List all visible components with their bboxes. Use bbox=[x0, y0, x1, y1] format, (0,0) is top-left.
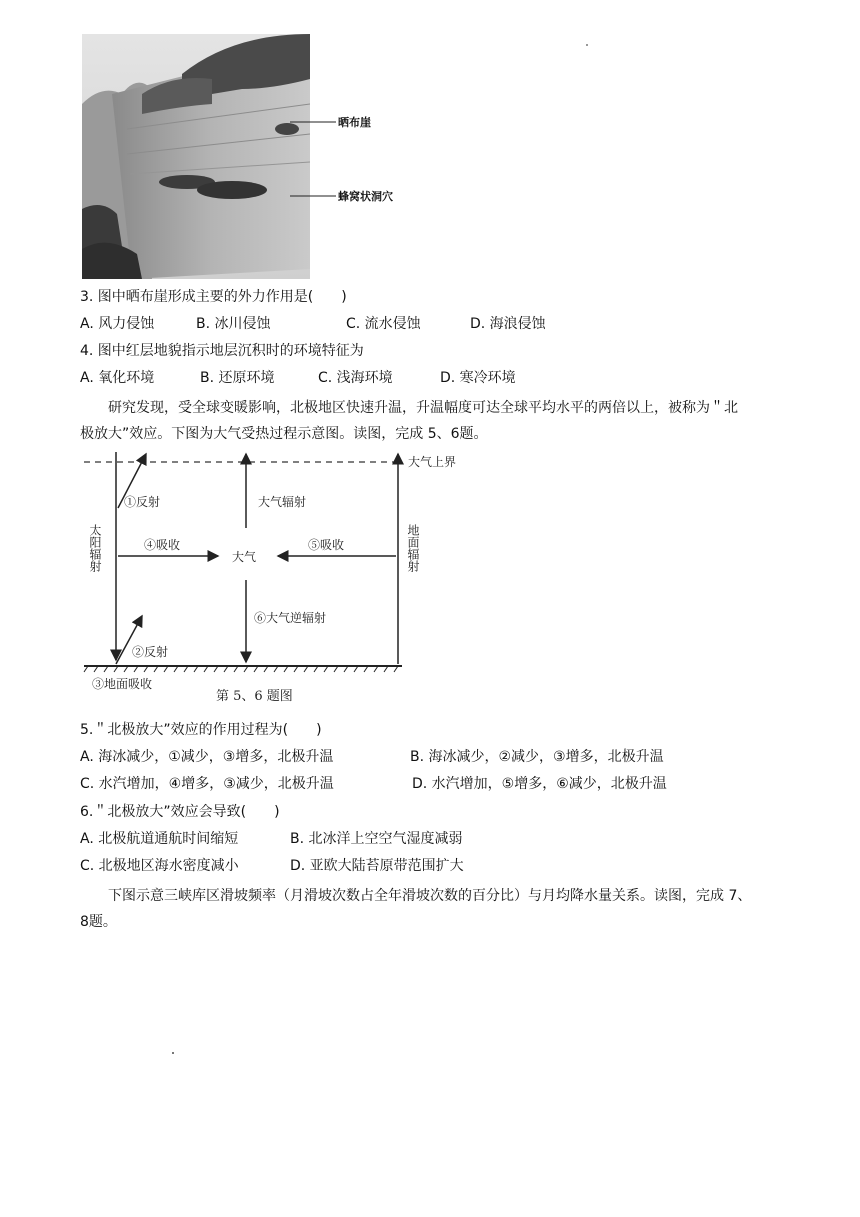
q5-option-b: B. 海冰减少，②减少，③增多，北极升温 bbox=[410, 749, 664, 765]
stray-dot bbox=[172, 1052, 174, 1054]
q4-stem: 4. 图中红层地貌指示地层沉积时的环境特征为 bbox=[80, 343, 364, 359]
diagram-atm-rad: 大气辐射 bbox=[258, 495, 307, 509]
cliff-photo bbox=[82, 34, 310, 279]
diagram-label-2: ②反射 bbox=[132, 645, 169, 659]
diagram-label-1: ①反射 bbox=[124, 495, 161, 509]
q5-stem: 5.＂北极放大”效应的作用过程为( ) bbox=[80, 722, 322, 738]
atmosphere-heating-diagram bbox=[82, 448, 474, 708]
q3-option-d: D. 海浪侵蚀 bbox=[470, 316, 546, 332]
q5-option-c: C. 水汽增加，④增多，③减少，北极升温 bbox=[80, 776, 334, 792]
diagram-label-3: ③地面吸收 bbox=[92, 677, 153, 691]
diagram-caption: 第 5、6 题图 bbox=[216, 689, 293, 704]
diagram-top-label: 大气上界 bbox=[408, 455, 457, 469]
q6-option-b: B. 北冰洋上空空气湿度减弱 bbox=[290, 831, 463, 847]
q3-stem: 3. 图中晒布崖形成主要的外力作用是( ) bbox=[80, 289, 347, 305]
intro78-line1: 下图示意三峡库区滑坡频率（月滑坡次数占全年滑坡次数的百分比）与月均降水量关系。读图，完成 7、 bbox=[108, 888, 752, 904]
diagram-label-6: ⑥大气逆辐射 bbox=[254, 611, 327, 625]
q5-option-d: D. 水汽增加，⑤增多，⑥减少，北极升温 bbox=[412, 776, 667, 792]
q4-option-d: D. 寒冷环境 bbox=[440, 370, 516, 386]
label-caves: 蜂窝状洞穴 bbox=[338, 190, 393, 203]
diagram-right-label: 地面辐射 bbox=[406, 524, 420, 572]
stray-dot bbox=[586, 44, 588, 46]
q5-option-a: A. 海冰减少，①减少，③增多，北极升温 bbox=[80, 749, 334, 765]
q6-option-d: D. 亚欧大陆苔原带范围扩大 bbox=[290, 858, 464, 874]
q3-option-a: A. 风力侵蚀 bbox=[80, 316, 155, 332]
diagram-label-4: ④吸收 bbox=[144, 538, 181, 552]
intro78-line2: 8题。 bbox=[80, 914, 117, 930]
label-cliff: 晒布崖 bbox=[338, 116, 371, 129]
diagram-center: 大气 bbox=[232, 550, 257, 564]
intro56-line2: 极放大”效应。下图为大气受热过程示意图。读图，完成 5、6题。 bbox=[80, 426, 488, 442]
q6-option-c: C. 北极地区海水密度减小 bbox=[80, 858, 239, 874]
q4-option-c: C. 浅海环境 bbox=[318, 370, 393, 386]
q4-option-b: B. 还原环境 bbox=[200, 370, 275, 386]
q6-stem: 6.＂北极放大”效应会导致( ) bbox=[80, 804, 280, 820]
intro56-line1: 研究发现，受全球变暖影响，北极地区快速升温，升温幅度可达全球平均水平的两倍以上，被称为＂北 bbox=[108, 400, 738, 416]
diagram-label-5: ⑤吸收 bbox=[308, 538, 345, 552]
q3-option-c: C. 流水侵蚀 bbox=[346, 316, 421, 332]
diagram-left-label: 太阳辐射 bbox=[88, 524, 102, 572]
q6-option-a: A. 北极航道通航时间缩短 bbox=[80, 831, 239, 847]
q4-option-a: A. 氧化环境 bbox=[80, 370, 155, 386]
q3-option-b: B. 冰川侵蚀 bbox=[196, 316, 271, 332]
